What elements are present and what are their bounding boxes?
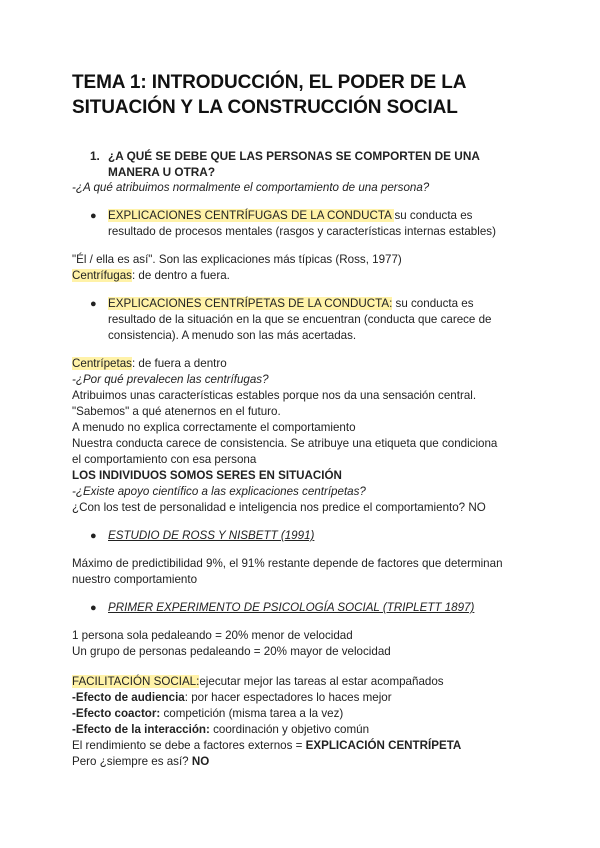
efecto-interaccion bbox=[72, 722, 532, 738]
paragraph-10-text: Pero ¿siempre es así? bbox=[72, 755, 192, 768]
paragraph-7: 1 persona sola pedaleando = 20% menor de velocidad bbox=[72, 629, 353, 642]
bullet-text-line-2: resultado de la situación en la que se encuentran (conducta que carece de bbox=[108, 313, 492, 326]
centrifugas-text: : de dentro a fuera. bbox=[131, 269, 230, 282]
highlight-centripetas: EXPLICACIONES CENTRÍPETAS DE LA CONDUCTA: bbox=[108, 297, 393, 310]
paragraph-9-bold: EXPLICACIÓN CENTRÍPETA bbox=[305, 739, 462, 752]
bullet-body bbox=[108, 208, 530, 240]
highlight-centrifugas: EXPLICACIONES CENTRÍFUGAS DE LA CONDUCTA bbox=[108, 209, 395, 222]
paragraph-8: Un grupo de personas pedaleando = 20% mayor de velocidad bbox=[72, 645, 391, 658]
paragraph-10-bold: NO bbox=[191, 755, 210, 768]
paragraph-9 bbox=[72, 738, 532, 754]
paragraph-4 bbox=[72, 436, 532, 468]
section-heading-line-2: MANERA U OTRA? bbox=[108, 165, 216, 179]
paragraph-3: A menudo no explica correctamente el comportamiento bbox=[72, 421, 356, 434]
bullet-text-line-3: consistencia). A menudo son las más acertadas. bbox=[108, 329, 357, 342]
paragraph-6-line-2: nuestro comportamiento bbox=[72, 573, 198, 586]
efecto-coactor-label: -Efecto coactor: bbox=[72, 707, 161, 720]
paragraph-1: Atribuimos unas características estables porque nos da una sensación central. bbox=[72, 389, 477, 402]
paragraph-10 bbox=[72, 754, 532, 770]
paragraph-4-line-1: Nuestra conducta carece de consistencia. Se atribuye una etiqueta que condiciona bbox=[72, 437, 498, 450]
question-2: -¿Por qué prevalecen las centrífugas? bbox=[72, 373, 269, 386]
bullet-ross-nisbett-text: ESTUDIO DE ROSS Y NISBETT (1991) bbox=[108, 529, 315, 542]
paragraph-6 bbox=[72, 556, 532, 588]
efecto-interaccion-label: -Efecto de la interacción: bbox=[72, 723, 210, 736]
bullet-triplett-text: PRIMER EXPERIMENTO DE PSICOLOGÍA SOCIAL (TRIPLETT 1897) bbox=[108, 601, 475, 614]
efecto-coactor-text: competición (misma tarea a la vez) bbox=[160, 707, 344, 720]
bullet-text: su conducta es bbox=[394, 209, 473, 222]
bullet-dot: ● bbox=[90, 602, 97, 614]
bullet-dot: ● bbox=[90, 210, 97, 222]
paragraph-5: ¿Con los test de personalidad e inteligencia nos predice el comportamiento? NO bbox=[72, 501, 486, 514]
bullet-text: su conducta es bbox=[392, 297, 474, 310]
paragraph-2: "Sabemos" a qué atenernos en el futuro. bbox=[72, 405, 281, 418]
question-1: -¿A qué atribuimos normalmente el comportamiento de una persona? bbox=[72, 181, 430, 194]
paragraph-9-text: El rendimiento se debe a factores externos = bbox=[72, 739, 306, 752]
efecto-audiencia-label: -Efecto de audiencia bbox=[72, 691, 185, 704]
centripetas-definition bbox=[72, 356, 532, 372]
centripetas-label: Centrípetas bbox=[72, 357, 132, 370]
section-heading-line-1: ¿A QUÉ SE DEBE QUE LAS PERSONAS SE COMPORTEN DE UNA bbox=[108, 149, 480, 163]
bullet-body bbox=[108, 296, 530, 344]
centripetas-text: : de fuera a dentro bbox=[131, 357, 227, 370]
facilitacion-label: FACILITACIÓN SOCIAL: bbox=[72, 675, 200, 688]
title-line-2: SITUACIÓN Y LA CONSTRUCCIÓN SOCIAL bbox=[72, 97, 458, 118]
bullet-text-line-2: resultado de procesos mentales (rasgos y características internas estables) bbox=[108, 225, 496, 238]
page-title bbox=[72, 70, 542, 120]
efecto-coactor bbox=[72, 706, 532, 722]
bold-statement: LOS INDIVIDUOS SOMOS SERES EN SITUACIÓN bbox=[72, 469, 342, 482]
bullet-dot: ● bbox=[90, 530, 97, 542]
facilitacion-social bbox=[72, 674, 532, 690]
section-heading-text bbox=[108, 148, 518, 180]
title-line-1: TEMA 1: INTRODUCCIÓN, EL PODER DE LA bbox=[72, 72, 467, 93]
question-3: -¿Existe apoyo científico a las explicaciones centrípetas? bbox=[72, 485, 366, 498]
efecto-audiencia bbox=[72, 690, 532, 706]
quote-line: "Él / ella es así". Son las explicaciones más típicas (Ross, 1977) bbox=[72, 253, 402, 266]
bullet-dot: ● bbox=[90, 298, 97, 310]
efecto-interaccion-text: coordinación y objetivo común bbox=[209, 723, 370, 736]
paragraph-4-line-2: el comportamiento con esa persona bbox=[72, 453, 257, 466]
centrifugas-label: Centrífugas bbox=[72, 269, 132, 282]
centrifugas-definition bbox=[72, 268, 532, 284]
facilitacion-text: ejecutar mejor las tareas al estar acompañados bbox=[199, 675, 444, 688]
section-number: 1. bbox=[90, 149, 100, 163]
efecto-audiencia-text: : por hacer espectadores lo haces mejor bbox=[184, 691, 392, 704]
paragraph-6-line-1: Máximo de predictibilidad 9%, el 91% restante depende de factores que determinan bbox=[72, 557, 503, 570]
